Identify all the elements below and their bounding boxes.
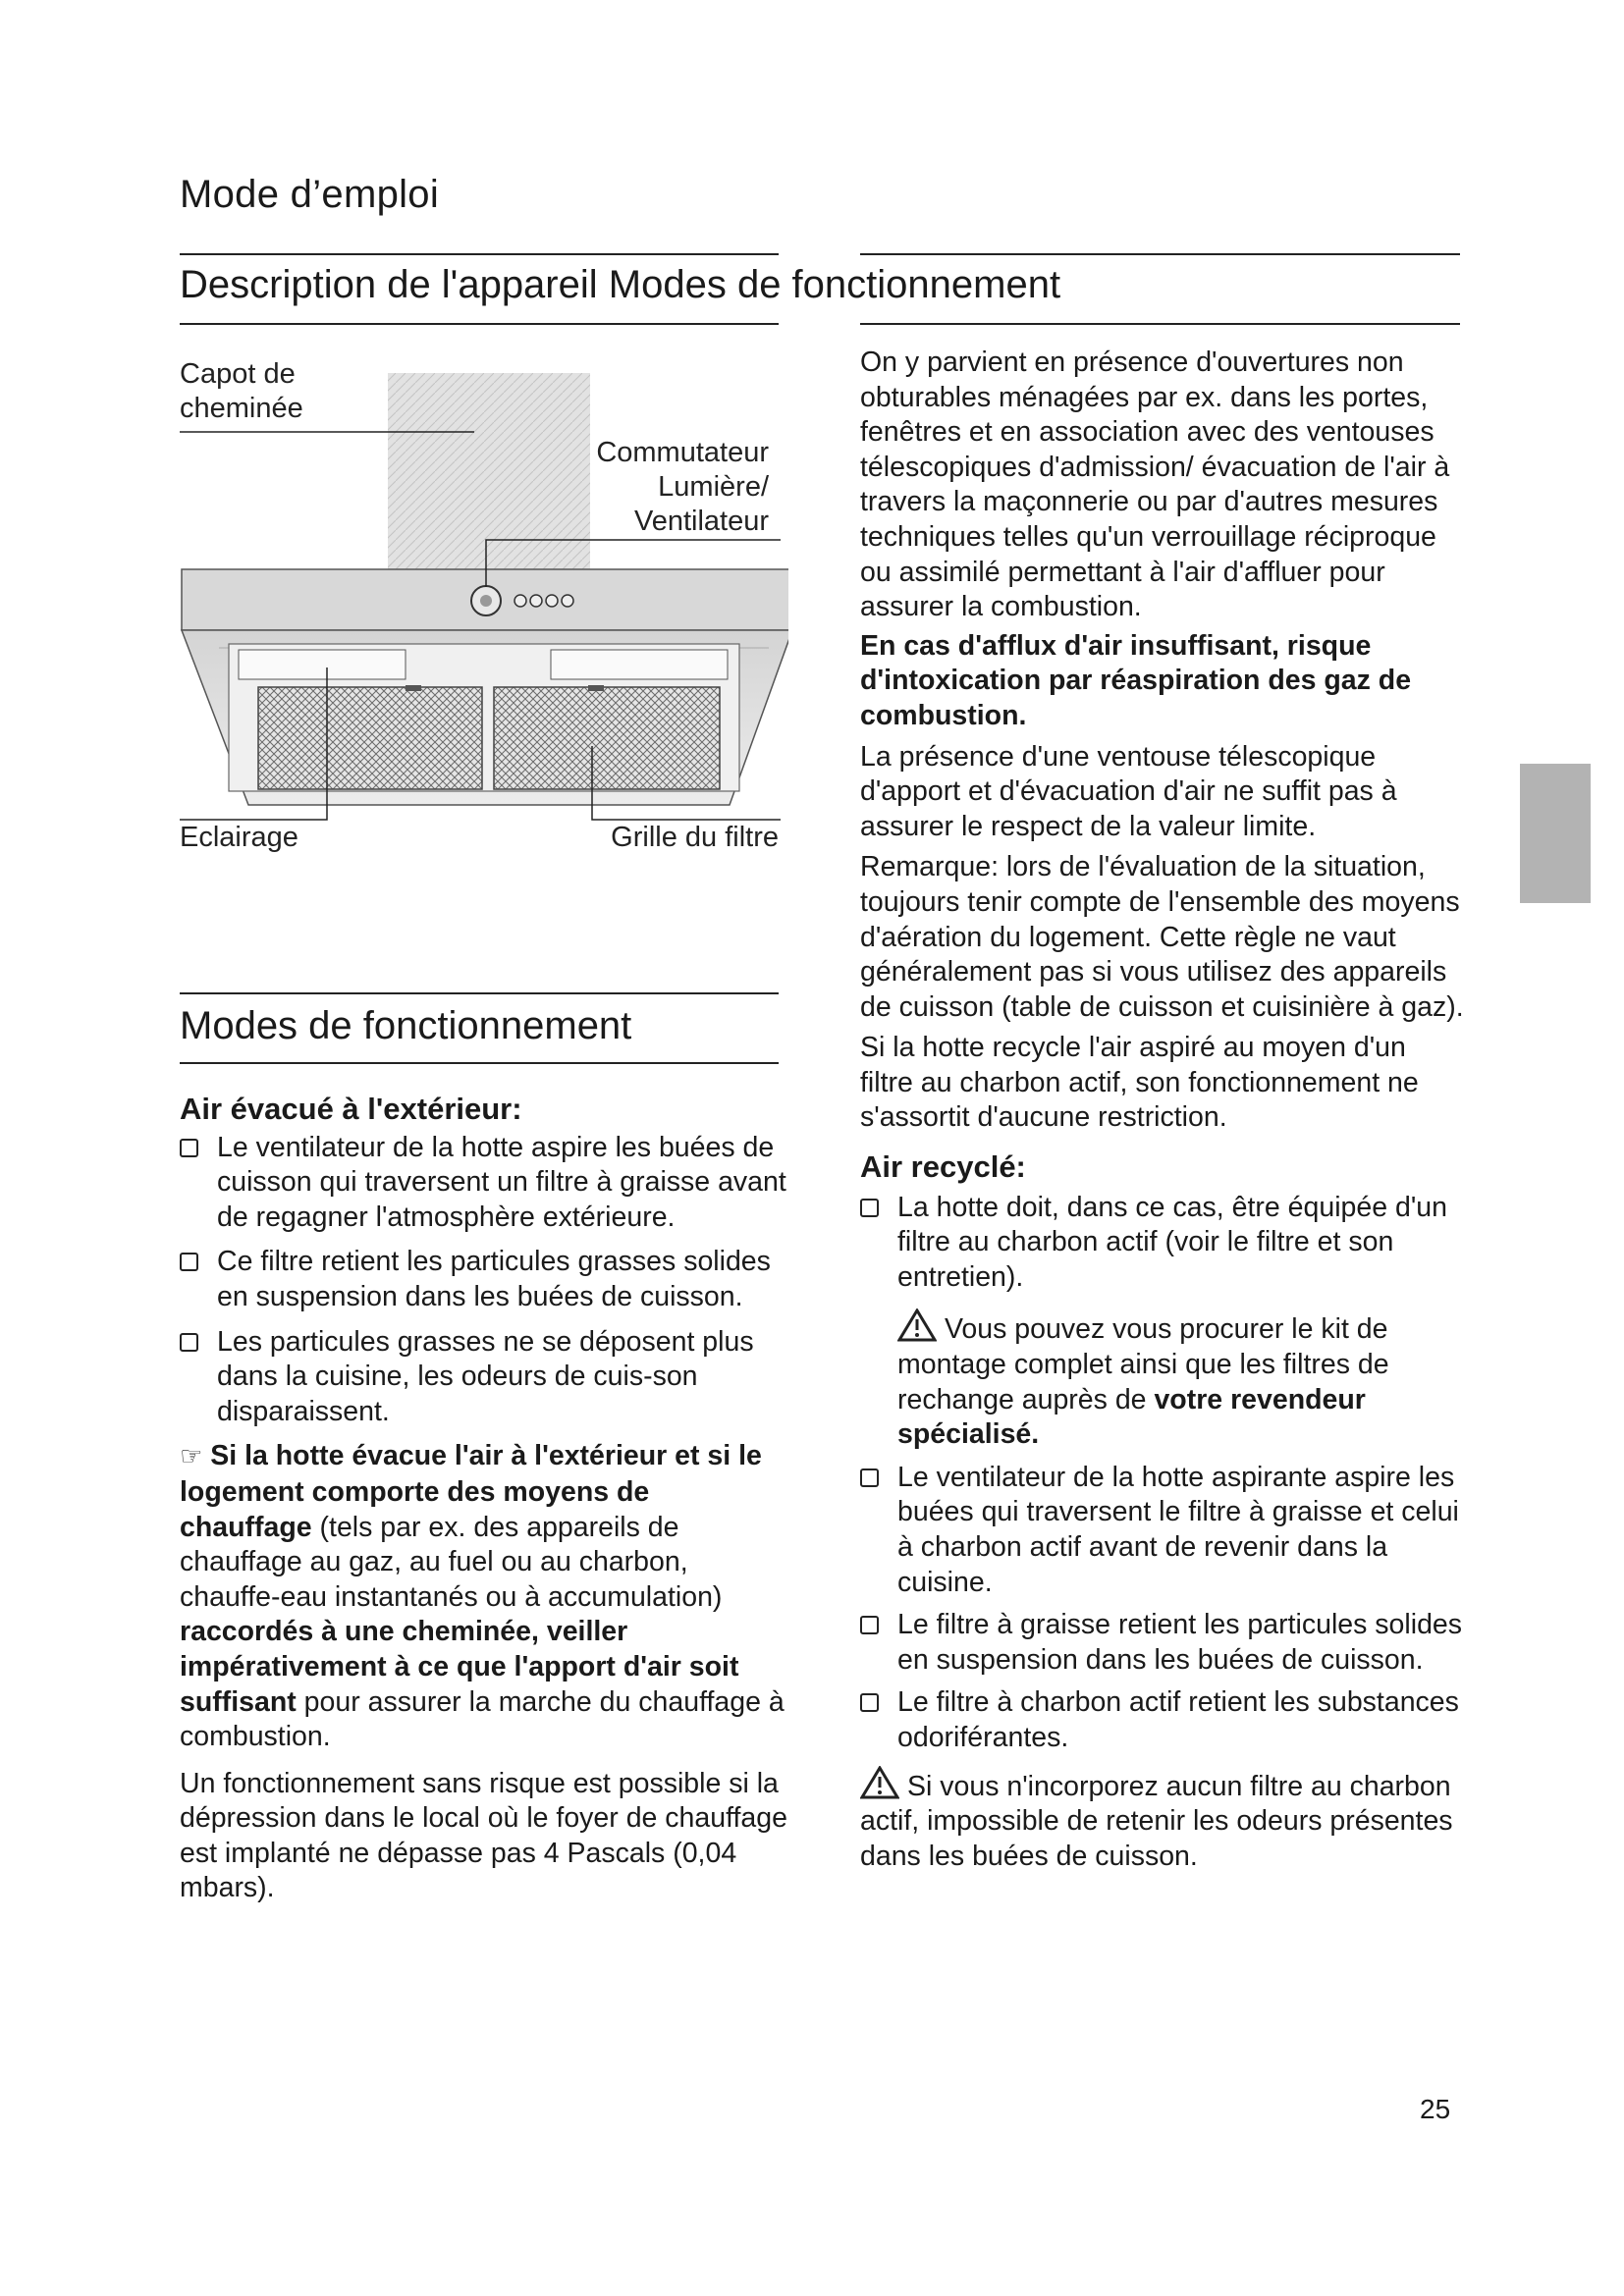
section-title-description: Description de l'appareil Modes de fonctionnement <box>180 263 1061 306</box>
pointing-hand-icon: ☞ <box>180 1442 203 1472</box>
right-column-text <box>860 346 1465 1874</box>
kit-paragraph: Vous pouvez vous procurer le kit de montage complet ainsi que les filtres de rechange auprès de votre revendeur spécialisé. <box>897 1308 1465 1452</box>
list-item: La hotte doit, dans ce cas, être équipée d'un filtre au charbon actif (voir le filtre et son entretien). <box>860 1191 1465 1296</box>
heating-note: ☞ Si la hotte évacue l'air à l'extérieur et si le logement comporte des moyens de chauffage (tels par ex. des appareils de chauffage au gaz, au fuel ou au charbon, chauffe-eau instantanés ou à accumulation) raccordés à une cheminée, veiller impérativement à ce que l'apport d'air soit suffisant pour assurer la marche du chauffage à combustion. <box>180 1440 785 1753</box>
air-recycle-heading: Air recyclé: <box>860 1149 1026 1185</box>
label-eclairage: Eclairage <box>180 822 298 853</box>
page-title: Mode d’emploi <box>180 173 440 216</box>
warning-triangle-icon <box>897 1308 937 1342</box>
left-column-text <box>180 1092 788 1906</box>
divider <box>180 253 779 255</box>
checkbox-icon <box>860 1616 879 1634</box>
label-capot: Capot de cheminée <box>180 358 303 424</box>
divider <box>180 992 779 994</box>
divider <box>860 323 1460 325</box>
divider <box>180 323 779 325</box>
warning-intoxication: En cas d'afflux d'air insuffisant, risque d'intoxication par réaspiration des gaz de combustion. <box>860 629 1412 731</box>
label-grille-filtre: Grille du filtre <box>611 822 779 853</box>
warning-triangle-icon <box>860 1766 899 1799</box>
paragraph-openings: On y parvient en présence d'ouvertures non obturables ménagées par ex. dans les portes, fenêtres et en association avec des ventouses télescopiques d'admission/ évacuation de l'air à travers la maçonnerie ou par d'autres mesures techniques telles qu'un verrouillage réciproque ou assimilé permettant à l'air d'affluer pour assurer la combustion. <box>860 347 1450 623</box>
checkbox-icon <box>860 1468 879 1487</box>
checkbox-icon <box>180 1139 198 1157</box>
paragraph-ventouse: La présence d'une ventouse télescopique d'apport et d'évacuation d'air ne suffit pas à assurer le respect de la valeur limite. <box>860 740 1397 842</box>
list-item: Les particules grasses ne se déposent plus dans la cuisine, les odeurs de cuis-son disparaissent. <box>180 1325 788 1430</box>
modes-title: Modes de fonctionnement <box>180 1004 632 1047</box>
checkbox-icon <box>180 1253 198 1271</box>
pascal-paragraph: Un fonctionnement sans risque est possible si la dépression dans le local où le foyer de chauffage est implanté ne dépasse pas 4 Pascals (0,04 mbars). <box>180 1767 787 1904</box>
range-hood-diagram <box>180 353 788 864</box>
range-hood-illustration <box>180 353 788 864</box>
list-item: Le ventilateur de la hotte aspirante aspire les buées qui traversent le filtre à graisse et celui à charbon actif avant de revenir dans la cuisine. <box>860 1461 1465 1600</box>
list-item: Le filtre à charbon actif retient les substances odoriférantes. <box>860 1685 1465 1755</box>
air-evacue-heading: Air évacué à l'extérieur: <box>180 1092 522 1126</box>
page-number: 25 <box>1420 2094 1451 2124</box>
paragraph-recycle: Si la hotte recycle l'air aspiré au moyen d'un filtre au charbon actif, son fonctionnement ne s'assortit d'aucune restriction. <box>860 1032 1419 1134</box>
divider <box>860 253 1460 255</box>
checkbox-icon <box>860 1693 879 1712</box>
list-item: Le filtre à graisse retient les particules solides en suspension dans les buées de cuisson. <box>860 1608 1465 1678</box>
list-item: Ce filtre retient les particules grasses solides en suspension dans les buées de cuisson. <box>180 1245 788 1314</box>
checkbox-icon <box>860 1199 879 1217</box>
divider <box>180 1062 779 1064</box>
chapter-tab <box>1520 764 1591 903</box>
final-warning: Si vous n'incorporez aucun filtre au charbon actif, impossible de retenir les odeurs présentes dans les buées de cuisson. <box>860 1766 1465 1875</box>
label-commutateur: Commutateur Lumière/ Ventilateur <box>596 437 769 537</box>
checkbox-icon <box>180 1333 198 1352</box>
paragraph-remarque: Remarque: lors de l'évaluation de la situation, toujours tenir compte de l'ensemble des moyens d'aération du logement. Cette règle ne vaut généralement pas si vous utilisez des appareils de cuisson (table de cuisson et cuisinière à gaz). <box>860 851 1464 1023</box>
list-item: Le ventilateur de la hotte aspire les buées de cuisson qui traversent un filtre à graisse avant de regagner l'atmosphère extérieure. <box>180 1131 788 1236</box>
